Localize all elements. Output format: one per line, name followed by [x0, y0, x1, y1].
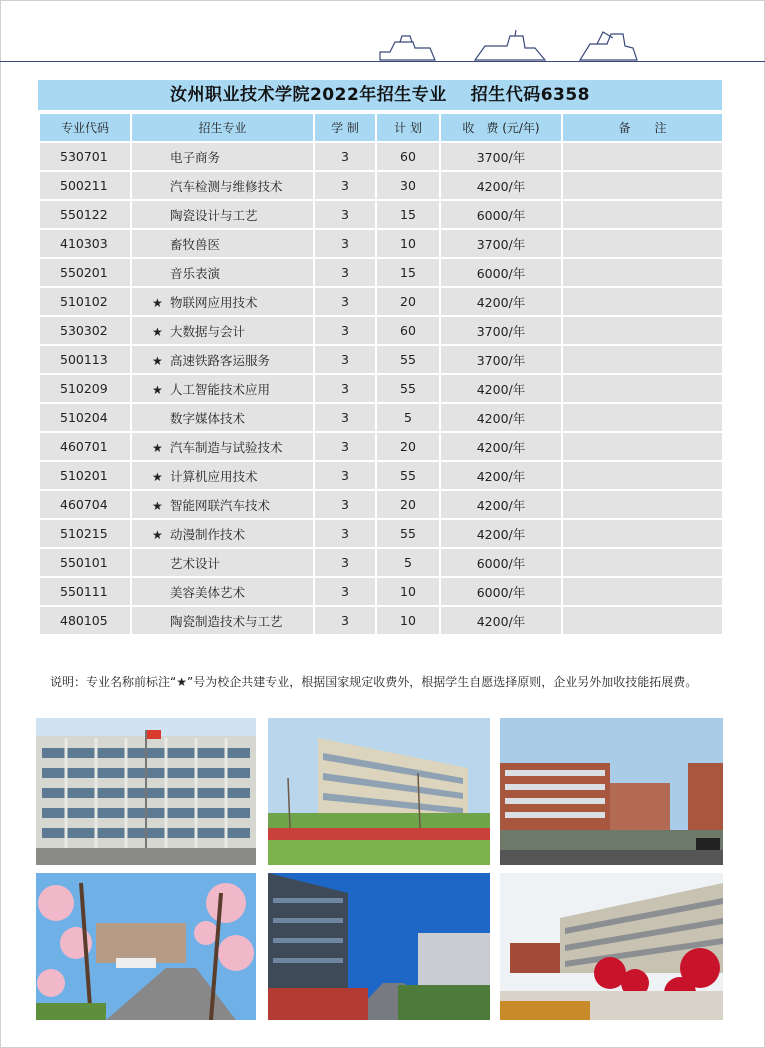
cell-years: 3: [314, 142, 376, 171]
cell-remark: [562, 200, 723, 229]
cell-years: 3: [314, 374, 376, 403]
cell-remark: [562, 519, 723, 548]
cell-fee: 3700/年: [440, 345, 562, 374]
cell-plan: 20: [376, 490, 440, 519]
cell-code: 510204: [39, 403, 131, 432]
cell-years: 3: [314, 490, 376, 519]
cell-remark: [562, 229, 723, 258]
cell-years: 3: [314, 461, 376, 490]
cell-fee: 4200/年: [440, 519, 562, 548]
table-row: [39, 577, 723, 606]
cell-code: 530701: [39, 142, 131, 171]
cell-plan: 10: [376, 606, 440, 635]
cell-major: [131, 490, 314, 519]
photo-campus-road-blue-sky: [268, 873, 490, 1020]
cell-remark: [562, 577, 723, 606]
cell-code: 510215: [39, 519, 131, 548]
cell-remark: [562, 171, 723, 200]
cell-fee: 6000/年: [440, 548, 562, 577]
cell-major: [131, 229, 314, 258]
cell-years: 3: [314, 287, 376, 316]
enrollment-table: [38, 112, 724, 636]
cell-major: [131, 171, 314, 200]
table-row: [39, 345, 723, 374]
cell-major: [131, 345, 314, 374]
cell-remark: [562, 403, 723, 432]
table-header-row: [39, 113, 723, 142]
cell-major: [131, 432, 314, 461]
table-title: 汝州职业技术学院2022年招生专业 招生代码6358: [38, 80, 722, 112]
cell-remark: [562, 316, 723, 345]
major-name: 智能网联汽车技术: [170, 497, 271, 513]
cell-plan: 55: [376, 519, 440, 548]
major-name: 畜牧兽医: [170, 236, 221, 252]
cell-code: 510209: [39, 374, 131, 403]
cell-code: 500113: [39, 345, 131, 374]
major-name: 数字媒体技术: [170, 410, 246, 426]
cell-fee: 6000/年: [440, 577, 562, 606]
header-remark: 备 注: [562, 113, 723, 142]
cell-years: 3: [314, 606, 376, 635]
cell-code: 550201: [39, 258, 131, 287]
cell-plan: 15: [376, 258, 440, 287]
major-name: 大数据与会计: [170, 323, 246, 339]
cell-remark: [562, 258, 723, 287]
cell-remark: [562, 606, 723, 635]
cell-remark: [562, 432, 723, 461]
table-row: [39, 316, 723, 345]
table-row: [39, 374, 723, 403]
photo-campus-building-garden: [268, 718, 490, 865]
cell-fee: 4200/年: [440, 287, 562, 316]
star-icon: ★: [152, 440, 163, 455]
cell-plan: 60: [376, 142, 440, 171]
table-row: [39, 403, 723, 432]
cell-code: 460701: [39, 432, 131, 461]
cell-major: [131, 258, 314, 287]
cell-fee: 3700/年: [440, 142, 562, 171]
cell-fee: 4200/年: [440, 606, 562, 635]
cell-fee: 4200/年: [440, 432, 562, 461]
cell-code: 500211: [39, 171, 131, 200]
photo-dormitory-buildings: [500, 718, 723, 865]
header-major: 招生专业: [131, 113, 314, 142]
table-row: [39, 142, 723, 171]
cell-plan: 60: [376, 316, 440, 345]
cell-fee: 4200/年: [440, 374, 562, 403]
table-row: [39, 432, 723, 461]
major-name: 计算机应用技术: [170, 468, 258, 484]
major-name: 汽车制造与试验技术: [170, 439, 283, 455]
cell-years: 3: [314, 345, 376, 374]
cell-major: [131, 519, 314, 548]
major-name: 物联网应用技术: [170, 294, 258, 310]
cell-major: [131, 374, 314, 403]
star-icon: ★: [152, 353, 163, 368]
cell-years: 3: [314, 432, 376, 461]
table-row: [39, 519, 723, 548]
table-row: [39, 461, 723, 490]
cell-fee: 6000/年: [440, 258, 562, 287]
cell-remark: [562, 287, 723, 316]
cell-fee: 4200/年: [440, 171, 562, 200]
star-icon: ★: [152, 469, 163, 484]
cell-code: 530302: [39, 316, 131, 345]
major-name: 动漫制作技术: [170, 526, 246, 542]
cell-plan: 20: [376, 287, 440, 316]
major-name: 陶瓷制造技术与工艺: [170, 613, 283, 629]
table-row: [39, 258, 723, 287]
table-row: [39, 548, 723, 577]
major-name: 高速铁路客运服务: [170, 352, 271, 368]
cell-fee: 3700/年: [440, 229, 562, 258]
cell-years: 3: [314, 229, 376, 258]
cell-code: 410303: [39, 229, 131, 258]
cell-remark: [562, 142, 723, 171]
major-name: 音乐表演: [170, 265, 221, 281]
cell-years: 3: [314, 258, 376, 287]
cell-plan: 5: [376, 548, 440, 577]
cell-years: 3: [314, 548, 376, 577]
cell-fee: 4200/年: [440, 490, 562, 519]
photo-building-red-trees: [500, 873, 723, 1020]
cell-plan: 30: [376, 171, 440, 200]
header-fee: 收 费 (元/年): [440, 113, 562, 142]
cell-code: 550111: [39, 577, 131, 606]
table-row: [39, 171, 723, 200]
major-name: 陶瓷设计与工艺: [170, 207, 258, 223]
cell-years: 3: [314, 171, 376, 200]
table-row: [39, 490, 723, 519]
footnote: 说明：专业名称前标注“★”号为校企共建专业，根据国家规定收费外，根据学生自愿选择原则，企业另外加收技能拓展费。: [50, 675, 698, 689]
star-icon: ★: [152, 498, 163, 513]
major-name: 艺术设计: [170, 555, 221, 571]
table-row: [39, 200, 723, 229]
cell-remark: [562, 548, 723, 577]
cell-remark: [562, 490, 723, 519]
cell-fee: 6000/年: [440, 200, 562, 229]
photo-blossom-street: [36, 873, 256, 1020]
cell-fee: 4200/年: [440, 461, 562, 490]
major-name: 汽车检测与维修技术: [170, 178, 283, 194]
cell-major: [131, 316, 314, 345]
cell-plan: 55: [376, 374, 440, 403]
cell-major: [131, 287, 314, 316]
table-row: [39, 229, 723, 258]
table-row: [39, 606, 723, 635]
cell-code: 510102: [39, 287, 131, 316]
cell-plan: 10: [376, 229, 440, 258]
star-icon: ★: [152, 382, 163, 397]
cell-plan: 20: [376, 432, 440, 461]
enrollment-table-container: [38, 80, 722, 636]
cell-major: [131, 577, 314, 606]
header-code: 专业代码: [39, 113, 131, 142]
cell-major: [131, 606, 314, 635]
cell-plan: 10: [376, 577, 440, 606]
cell-remark: [562, 345, 723, 374]
cell-plan: 5: [376, 403, 440, 432]
cell-years: 3: [314, 519, 376, 548]
cell-fee: 3700/年: [440, 316, 562, 345]
cell-plan: 15: [376, 200, 440, 229]
star-icon: ★: [152, 324, 163, 339]
cell-plan: 55: [376, 345, 440, 374]
cell-major: [131, 200, 314, 229]
cell-plan: 55: [376, 461, 440, 490]
header-years: 学 制: [314, 113, 376, 142]
cell-remark: [562, 374, 723, 403]
header-plan: 计 划: [376, 113, 440, 142]
major-name: 美容美体艺术: [170, 584, 246, 600]
major-name: 人工智能技术应用: [170, 381, 271, 397]
cell-fee: 4200/年: [440, 403, 562, 432]
major-name: 电子商务: [170, 149, 221, 165]
cell-major: [131, 403, 314, 432]
cell-major: [131, 548, 314, 577]
cell-years: 3: [314, 316, 376, 345]
photo-main-building-flag: [36, 718, 256, 865]
star-icon: ★: [152, 295, 163, 310]
cell-years: 3: [314, 200, 376, 229]
cell-major: [131, 142, 314, 171]
cell-years: 3: [314, 577, 376, 606]
ship-illustration-icon: [375, 28, 645, 64]
cell-code: 460704: [39, 490, 131, 519]
cell-code: 510201: [39, 461, 131, 490]
cell-remark: [562, 461, 723, 490]
cell-code: 550122: [39, 200, 131, 229]
table-row: [39, 287, 723, 316]
cell-code: 480105: [39, 606, 131, 635]
cell-years: 3: [314, 403, 376, 432]
star-icon: ★: [152, 527, 163, 542]
cell-code: 550101: [39, 548, 131, 577]
cell-major: [131, 461, 314, 490]
